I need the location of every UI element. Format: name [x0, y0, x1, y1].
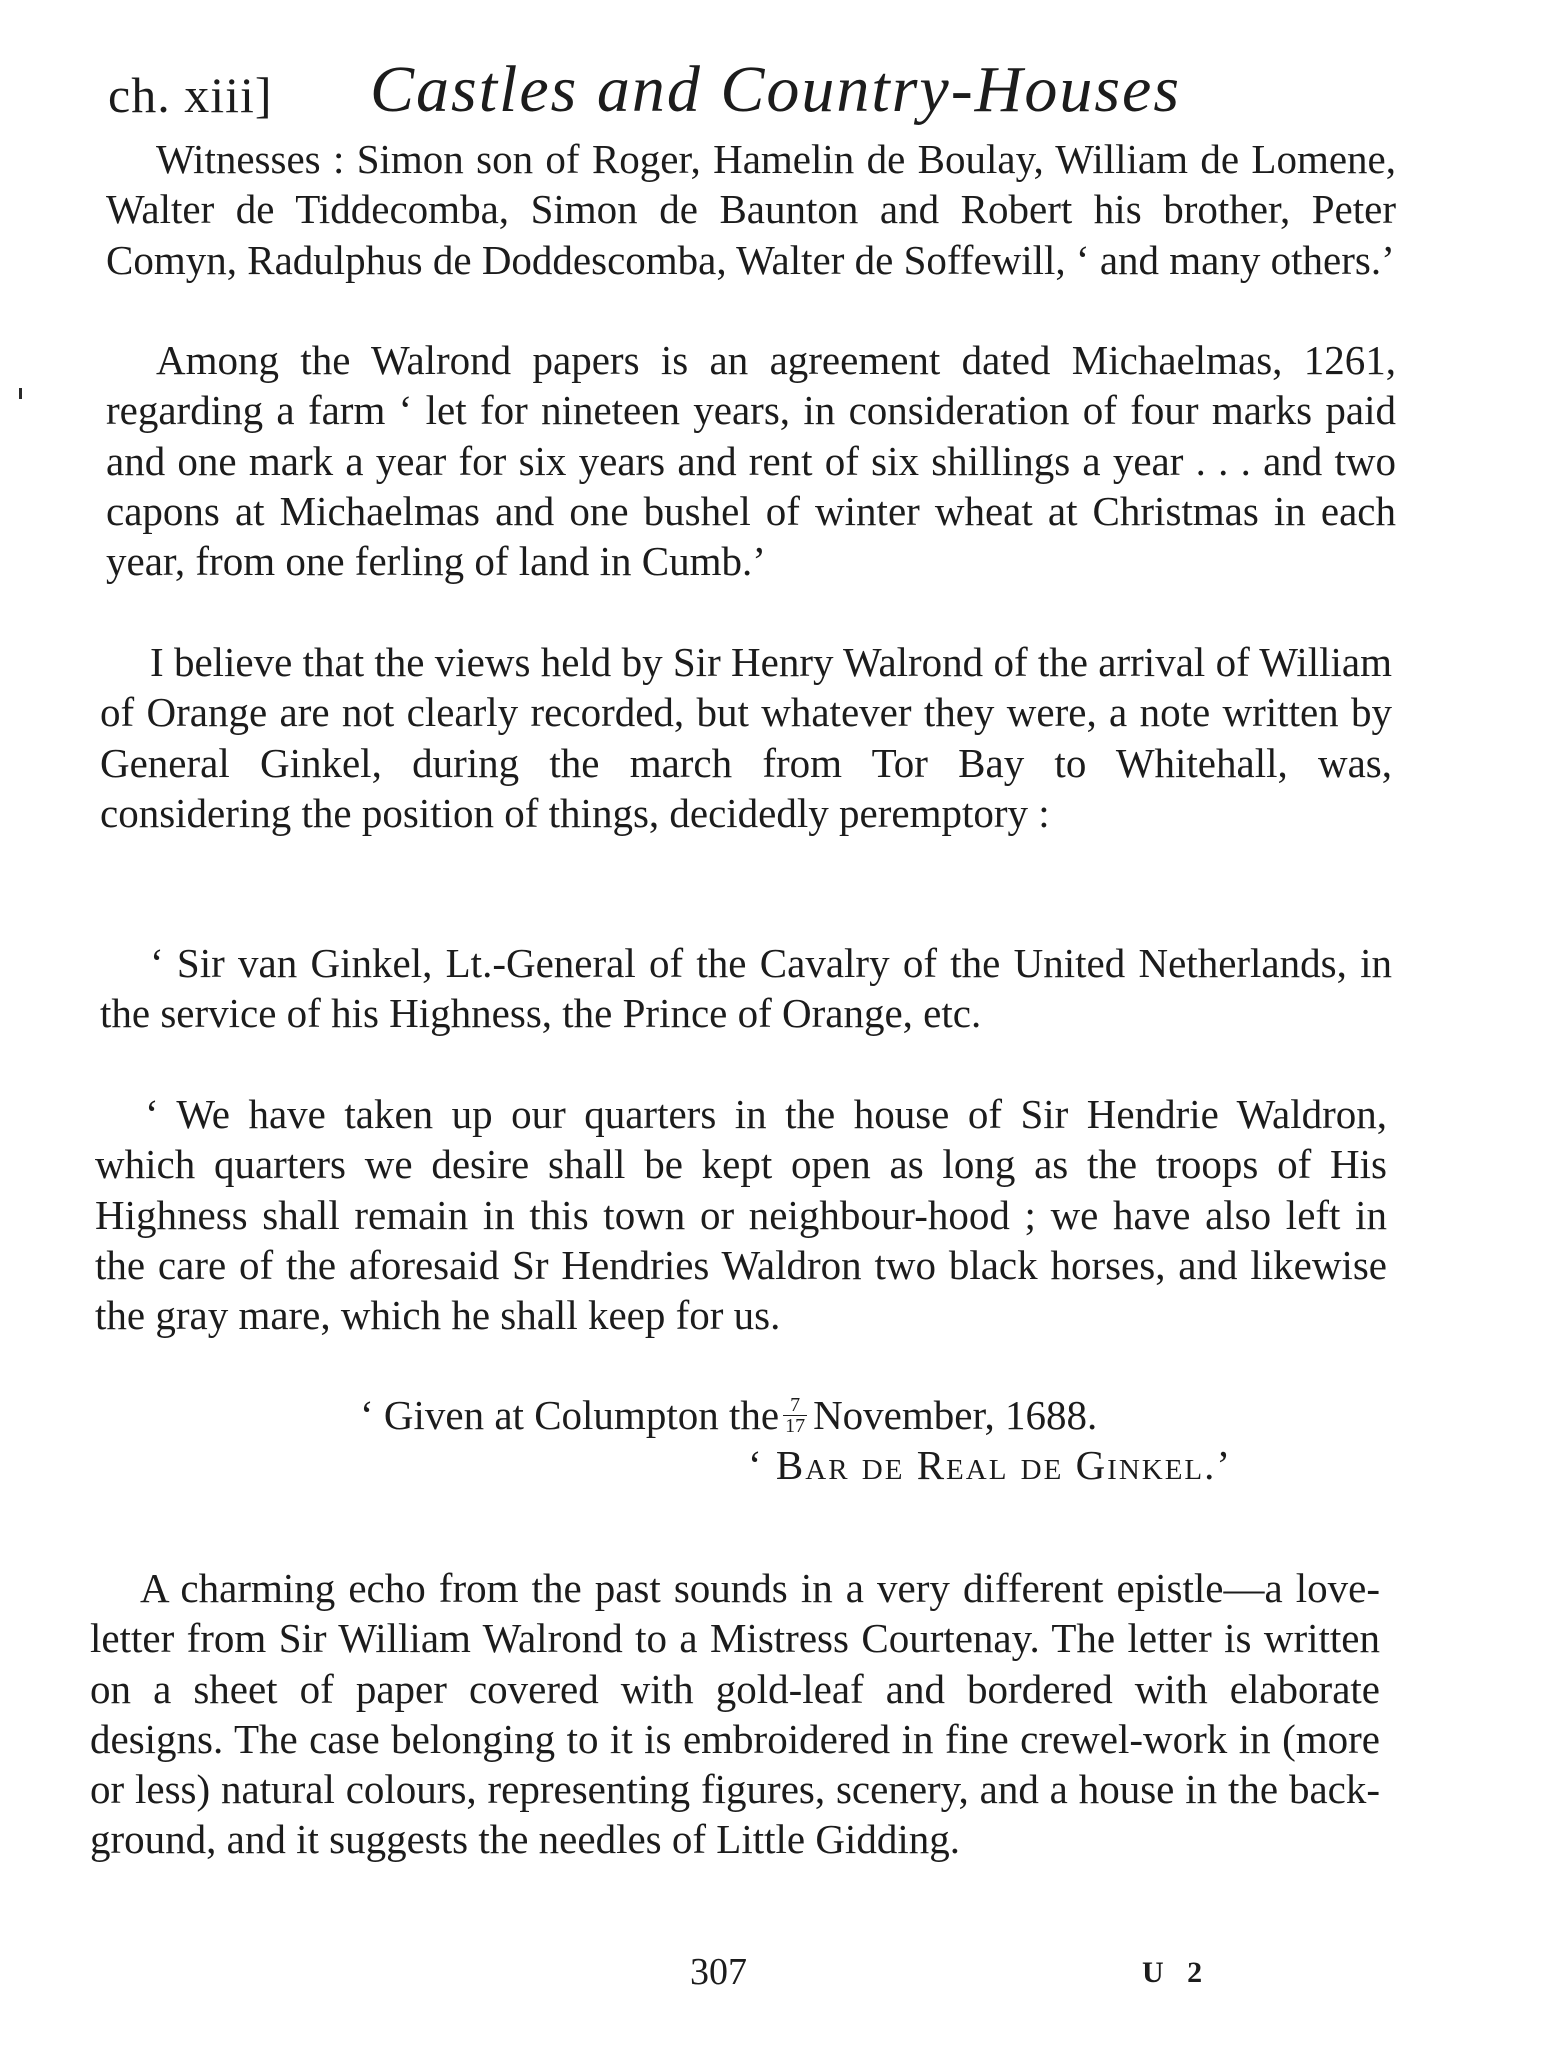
running-title: Castles and Country-Houses — [370, 53, 1181, 126]
witnesses-paragraph: Witnesses : Simon son of Roger, Hamelin de Boulay, William de Lomene, Walter de Tiddecomba, Simon de Baunton and Robert his brother, Peter Comyn, Radulphus de Doddescomba, Walter de Soffewill, ‘ and many others.’ — [106, 136, 1396, 283]
printer-signature-mark: U 2 — [1142, 1956, 1211, 1989]
running-header — [108, 52, 1408, 132]
letter-salutation: ‘ Sir van Ginkel, Lt.-General of the Cavalry of the United Netherlands, in the service of his Highness, the Prince of Orange, etc. — [100, 940, 1392, 1037]
letter-dateline — [360, 1390, 1097, 1440]
letter-signature: ‘ Bar de Real de Ginkel.’ — [748, 1442, 1233, 1488]
letter-body: ‘ We have taken up our quarters in the house of Sir Hendrie Waldron, which quarters we desire shall be kept open as long as the troops of His Highness shall remain in this town or neighbour-hood ; we have also left in the care of the aforesaid Sr Hendries Waldron two black horses, and likewise the gray mare, which he shall keep for us. — [95, 1091, 1387, 1339]
dateline-month-year: November, 1688. — [813, 1392, 1098, 1438]
date-fraction — [783, 1395, 807, 1436]
margin-mark — [19, 388, 22, 399]
chapter-reference: ch. xiii] — [108, 67, 273, 123]
walrond-papers-paragraph: Among the Walrond papers is an agreement dated Michaelmas, 1261, regarding a farm ‘ let for nineteen years, in consideration of four marks paid and one mark a year for six years and rent of six shillings a year . . . and two capons at Michaelmas and one bushel of winter wheat at Christmas in each year, from one ferling of land in Cumb.’ — [106, 337, 1396, 585]
ginkel-intro-paragraph: I believe that the views held by Sir Henry Walrond of the arrival of William of Orange are not clearly recorded, but whatever they were, a note written by General Ginkel, during the march from Tor Bay to Whitehall, was, considering the position of things, decidedly peremptory : — [100, 639, 1392, 836]
date-denominator: 17 — [785, 1415, 806, 1438]
dateline-text: ‘ Given at Columpton the — [360, 1392, 780, 1438]
date-numerator: 7 — [783, 1395, 807, 1416]
love-letter-paragraph: A charming echo from the past sounds in a very different epistle—a love-letter from Sir William Walrond to a Mistress Courtenay. The letter is written on a sheet of paper covered with gold-leaf and bordered with elaborate designs. The case belonging to it is embroidered in fine crewel-work in (more or less) natural colours, representing figures, scenery, and a house in the back-ground, and it suggests the needles of Little Gidding. — [90, 1565, 1380, 1863]
page-number: 307 — [690, 1951, 747, 1993]
